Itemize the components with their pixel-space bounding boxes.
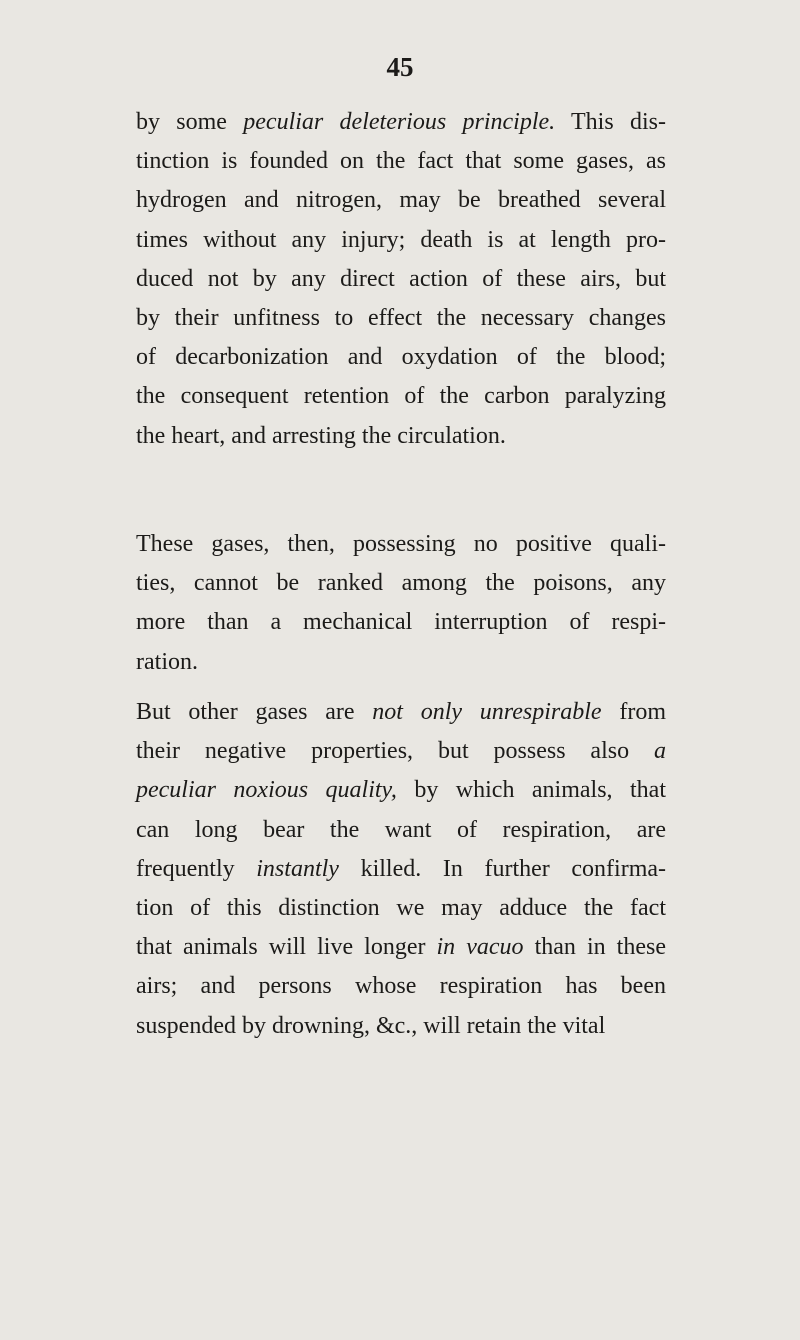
text-line: [136, 643, 666, 682]
text-line: [136, 299, 666, 338]
text-run: ties, cannot be ranked among the poisons, any: [136, 570, 666, 597]
text-run: This dis-: [555, 109, 666, 135]
italic-text: in vacuo: [436, 934, 524, 961]
text-line: [136, 338, 666, 377]
text-line: [136, 603, 666, 642]
text-line: [136, 967, 666, 1006]
text-line: [136, 732, 666, 771]
text-run: tion of this distinction we may adduce the fact: [136, 894, 666, 921]
text-run: frequently: [136, 855, 257, 882]
text-run: ration.: [136, 648, 198, 675]
text-run: the consequent retention of the carbon paralyzing: [136, 383, 666, 410]
text-line: [136, 693, 666, 732]
text-line: [136, 928, 666, 967]
page-number: 45: [386, 52, 414, 82]
text-line: [136, 142, 666, 181]
text-run: the heart, and arresting the circulation.: [136, 422, 506, 449]
text-run: tinction is founded on the fact that some gases, as: [136, 148, 666, 175]
text-line: [136, 181, 666, 220]
text-line: [136, 564, 666, 603]
text-line: [136, 377, 666, 416]
italic-text: peculiar deleterious principle.: [243, 109, 556, 135]
text-line: [136, 1007, 666, 1046]
text-run: killed. In further confirma-: [338, 855, 667, 882]
text-run: from: [601, 699, 666, 725]
text-line: [136, 260, 666, 299]
text-run: airs; and persons whose respiration has been: [136, 973, 666, 1000]
paragraph-1: [136, 103, 666, 456]
italic-text: instantly: [256, 855, 339, 882]
paragraph-2: [136, 525, 666, 682]
text-run: more than a mechanical interruption of respi-: [136, 609, 666, 636]
italic-text: not only unrespirable: [372, 699, 602, 725]
text-run: These gases, then, possessing no positive quali-: [136, 531, 666, 557]
text-run: hydrogen and nitrogen, may be breathed several: [136, 187, 666, 214]
text-line: [136, 525, 666, 564]
italic-text: peculiar noxious quality,: [136, 777, 397, 804]
text-run: that animals will live longer: [136, 934, 437, 961]
italic-text: a: [654, 738, 666, 765]
text-line: [136, 771, 666, 810]
text-run: But other gases are: [136, 699, 373, 725]
text-run: by their unfitness to effect the necessary changes: [136, 304, 666, 331]
text-run: of decarbonization and oxydation of the blood;: [136, 344, 666, 371]
text-run: by which animals, that: [396, 777, 666, 804]
text-line: [136, 850, 666, 889]
text-line: [136, 221, 666, 260]
paragraph-3: [136, 693, 666, 1046]
text-line: [136, 811, 666, 850]
text-line: [136, 417, 666, 456]
text-line: [136, 889, 666, 928]
text-run: suspended by drowning, &c., will retain the vital: [136, 1012, 606, 1039]
text-run: their negative properties, but possess also: [136, 738, 654, 765]
text-run: times without any injury; death is at length pro-: [136, 226, 666, 253]
text-run: duced not by any direct action of these airs, but: [136, 265, 666, 292]
text-run: than in these: [523, 934, 666, 961]
text-run: can long bear the want of respiration, are: [136, 816, 666, 843]
text-line: [136, 103, 666, 142]
text-run: by some: [136, 109, 244, 135]
